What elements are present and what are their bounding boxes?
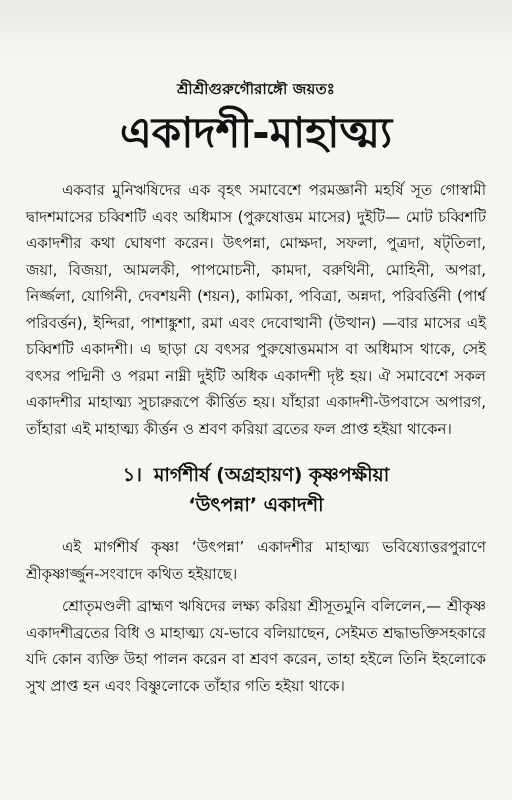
previous-page-bleed xyxy=(0,0,512,60)
invocation-line: শ্রীশ্রীগুরুগৌরাঙ্গৌ জয়তঃ xyxy=(177,80,335,98)
section-paragraph-1: এই মার্গশীর্ষ কৃষ্ণা ‘উৎপন্না’ একাদশীর মাহাত্ম্য ভবিষ্যোত্তরপুরাণে শ্রীকৃষ্ণার্জ্জুন-সংবাদে কথিত হইয়াছে। xyxy=(26,538,486,583)
section-heading-line1: মার্গশীর্ষ (অগ্রহায়ণ) কৃষ্ণপক্ষীয়া xyxy=(153,464,390,487)
section-number: ১। xyxy=(122,464,142,487)
section-heading xyxy=(26,460,486,520)
section-heading-line2: ‘উৎপন্না’ একাদশী xyxy=(188,494,324,517)
section-paragraph-2: শ্রোতৃমণ্ডলী ব্রাহ্মণ ঋষিদের লক্ষ্য করিয়া শ্রীসূতমুনি বলিলেন,— শ্রীকৃষ্ণ একাদশীব্রতের বিধি ও মাহাত্ম্য যে-ভাবে বলিয়াছেন, সেইমত শ্রদ্ধাভক্তিসহকারে যদি কোন ব্যক্তি উহা পালন করেন বা শ্রবণ করেন, তাহা হইলে তিনি ইহলোকে সুখ প্রাপ্ত হন এবং বিষ্ণুলোকে তাঁহার গতি হইয়া থাকে। xyxy=(26,597,486,695)
page-title: একাদশী-মাহাত্ম্য xyxy=(119,108,393,157)
intro-paragraph: একবার মুনিঋষিদের এক বৃহৎ সমাবেশে পরমজ্ঞানী মহর্ষি সূত গোস্বামী দ্বাদশমাসের চব্বিশটি এবং অধিমাস (পুরুষোত্তম মাসের) দুইটি— মোট চব্বিশটি একাদশীর কথা ঘোষণা করেন। উৎপন্না, মোক্ষদা, সফলা, পুত্রদা, ষট্‌তিলা, জয়া, বিজয়া, আমলকী, পাপমোচনী, কামদা, বরুথিনী, মোহিনী, অপরা, নির্জ্জলা, যোগিনী, দেবশয়নী (শয়ন), কামিকা, পবিত্রা, অন্নদা, পরিবর্ত্তিনী (পার্শ্ব পরিবর্ত্তন), ইন্দিরা, পাশাঙ্কুশা, রমা এবং দেবোত্থানী (উত্থান) —বার মাসের এই চব্বিশটি একাদশী। এ ছাড়া যে বৎসর পুরুষোত্তমমাস বা অধিমাস থাকে, সেই বৎসর পদ্মিনী ও পরমা নাম্নী দুইটি অধিক একাদশী দৃষ্ট হয়। ঐ সমাবেশে সকল একাদশীর মাহাত্ম্য সুচারুরূপে কীর্ত্তিত হয়। যাঁহারা একাদশী-উপবাসে অপারগ, তাঁহারা এই মাহাত্ম্য কীর্ত্তন ও শ্রবণ করিয়া ব্রতের ফল প্রাপ্ত হইয়া থাকেন। xyxy=(26,181,486,438)
